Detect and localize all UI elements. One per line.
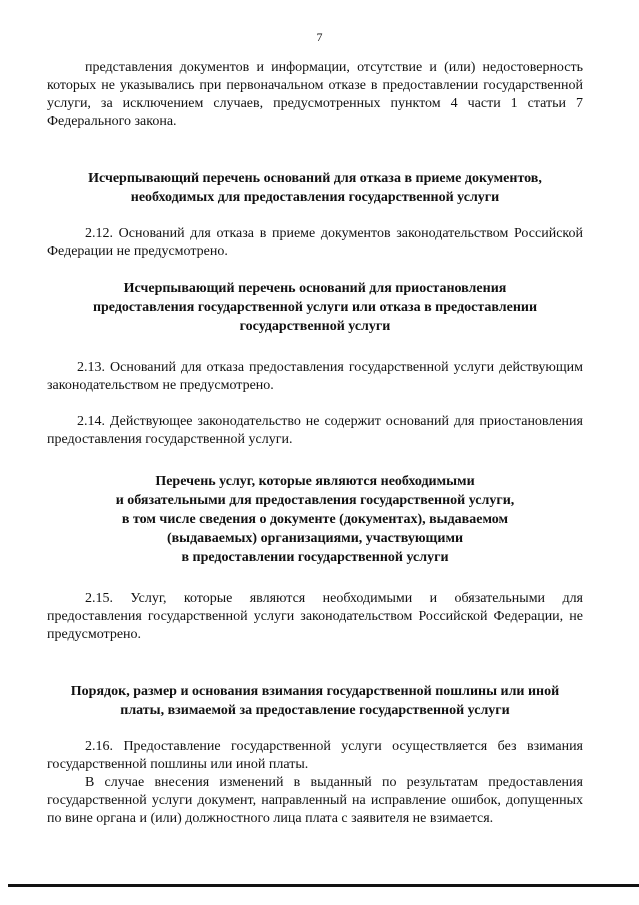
heading-line: Перечень услуг, которые являются необходимыми — [155, 474, 475, 489]
heading-fee-procedure — [47, 682, 583, 720]
heading-suspension-grounds — [47, 279, 583, 336]
heading-line: в том числе сведения о документе (документах), выдаваемом — [121, 512, 509, 527]
heading-line: предоставления государственной услуги или отказа в предоставлении — [92, 300, 538, 315]
heading-line: (выдаваемых) организациями, участвующими — [166, 531, 464, 546]
heading-line: необходимых для предоставления государственной услуги — [130, 190, 500, 205]
heading-line: Исчерпывающий перечень оснований для приостановления — [123, 281, 507, 296]
heading-line: и обязательными для предоставления государственной услуги, — [115, 493, 515, 508]
paragraph-2-14: 2.14. Действующее законодательство не содержит оснований для приостановления предоставления государственной услуги. — [47, 414, 583, 447]
page-number: 7 — [316, 30, 323, 44]
document-body — [47, 59, 583, 828]
heading-line: Порядок, размер и основания взимания государственной пошлины или иной — [70, 684, 560, 699]
heading-line: государственной услуги — [239, 319, 391, 334]
paragraph-2-13: 2.13. Оснований для отказа предоставления государственной услуги действующим законодательством не предусмотрено. — [47, 360, 583, 393]
heading-line: Исчерпывающий перечень оснований для отказа в приеме документов, — [88, 171, 542, 186]
paragraph-2-15: 2.15. Услуг, которые являются необходимыми и обязательными для предоставления государственной услуги законодательством Российской Федерации, не предусмотрено. — [47, 591, 583, 642]
paragraph-2-16: 2.16. Предоставление государственной услуги осуществляется без взимания государственной пошлины или иной платы. — [47, 739, 583, 772]
paragraph-2-16-amendment: В случае внесения изменений в выданный по результатам предоставления государственной услуги документ, направленный на исправление ошибок, допущенных по вине органа и (или) должностного лица плата с заявителя не взимается. — [47, 775, 583, 826]
heading-required-services — [47, 472, 583, 567]
heading-line: в предоставлении государственной услуги — [181, 550, 449, 565]
bottom-rule — [8, 884, 639, 887]
heading-refusal-grounds — [47, 169, 583, 207]
heading-line: платы, взимаемой за предоставление государственной услуги — [120, 703, 510, 718]
paragraph-intro: представления документов и информации, отсутствие и (или) недостоверность которых не указывались при первоначальном отказе в предоставлении государственной услуги, за исключением случаев, предусмотренных пунктом 4 части 1 статьи 7 Федерального закона. — [47, 60, 583, 129]
paragraph-2-12: 2.12. Оснований для отказа в приеме документов законодательством Российской Федерации не предусмотрено. — [47, 226, 583, 259]
